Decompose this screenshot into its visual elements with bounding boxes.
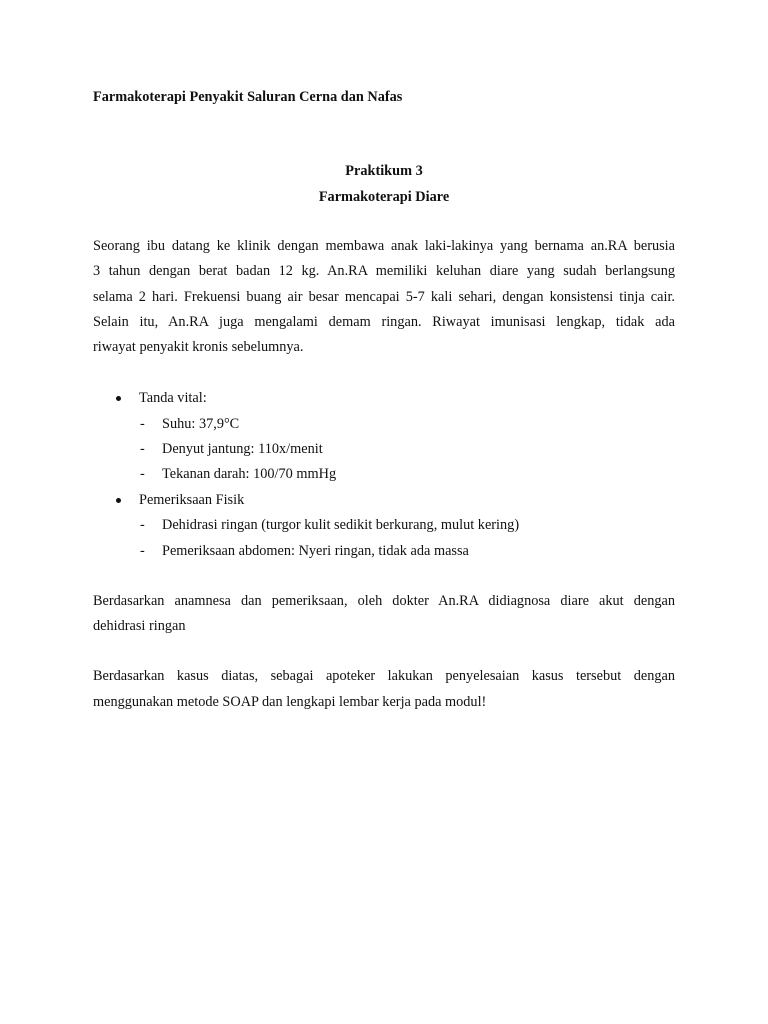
- finding-heading: Tanda vital:: [139, 390, 207, 406]
- case-paragraph-line: selama 2 hari. Frekuensi buang air besar mencapai 5-7 kali sehari, dengan konsistensi tinja cair.: [93, 289, 675, 305]
- case-paragraph-line: riwayat penyakit kronis sebelumnya.: [93, 339, 304, 355]
- instruction-line: menggunakan metode SOAP dan lengkapi lembar kerja pada modul!: [93, 694, 487, 710]
- practicum-number: Praktikum 3: [345, 163, 423, 179]
- finding-heading: Pemeriksaan Fisik: [139, 492, 245, 508]
- bullet-icon: [116, 498, 121, 503]
- diagnosis-line: dehidrasi ringan: [93, 618, 186, 634]
- case-paragraph-line: Selain itu, An.RA juga mengalami demam ringan. Riwayat imunisasi lengkap, tidak ada: [93, 314, 675, 330]
- dash-icon: -: [140, 416, 145, 432]
- finding-item: Suhu: 37,9°C: [162, 416, 240, 432]
- case-paragraph-line: Seorang ibu datang ke klinik dengan membawa anak laki-lakinya yang bernama an.RA berusia: [93, 238, 675, 254]
- finding-item: Tekanan darah: 100/70 mmHg: [162, 466, 337, 482]
- course-title: Farmakoterapi Penyakit Saluran Cerna dan Nafas: [93, 89, 403, 105]
- dash-icon: -: [140, 466, 145, 482]
- finding-item: Dehidrasi ringan (turgor kulit sedikit berkurang, mulut kering): [162, 517, 520, 533]
- dash-icon: -: [140, 543, 145, 559]
- dash-icon: -: [140, 441, 145, 457]
- finding-item: Pemeriksaan abdomen: Nyeri ringan, tidak ada massa: [162, 543, 469, 559]
- bullet-icon: [116, 396, 121, 401]
- case-paragraph-line: 3 tahun dengan berat badan 12 kg. An.RA memiliki keluhan diare yang sudah berlangsung: [93, 263, 675, 279]
- practicum-title: Farmakoterapi Diare: [318, 189, 450, 205]
- instruction-line: Berdasarkan kasus diatas, sebagai apoteker lakukan penyelesaian kasus tersebut dengan: [93, 668, 675, 684]
- diagnosis-line: Berdasarkan anamnesa dan pemeriksaan, oleh dokter An.RA didiagnosa diare akut dengan: [93, 593, 675, 609]
- finding-item: Denyut jantung: 110x/menit: [162, 441, 323, 457]
- dash-icon: -: [140, 517, 145, 533]
